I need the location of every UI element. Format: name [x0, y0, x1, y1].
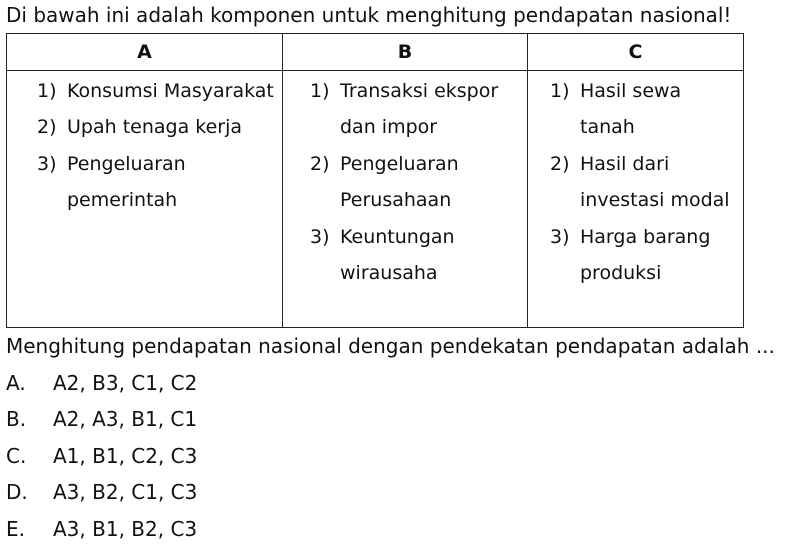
column-header-b: B: [283, 34, 528, 71]
option-letter: D.: [6, 480, 28, 505]
item-number: 2): [550, 152, 570, 175]
option-letter: A.: [6, 371, 26, 395]
item-text: Transaksi ekspor dan impor: [340, 80, 499, 139]
list-item: [37, 73, 278, 109]
option-text: A3, B2, C1, C3: [53, 480, 198, 505]
components-table: [6, 33, 744, 328]
option-text: A1, B1, C2, C3: [53, 443, 198, 468]
column-a-cell: [7, 71, 283, 328]
item-number: 1): [37, 80, 57, 102]
option-text: A2, B3, C1, C2: [53, 371, 198, 395]
item-text: Hasil sewa tanah: [580, 80, 682, 139]
option-text: A3, B1, B2, C3: [53, 516, 198, 541]
list-item: [37, 109, 278, 145]
option-letter: C.: [6, 443, 27, 468]
option-d[interactable]: [6, 474, 197, 510]
item-number: 3): [310, 225, 330, 248]
item-text: Pengeluaran pemerintah: [67, 152, 186, 212]
item-text: Upah tenaga kerja: [67, 116, 243, 139]
option-e[interactable]: [6, 511, 197, 547]
item-number: 2): [37, 116, 57, 139]
list-item: [310, 146, 523, 219]
list-item: [37, 146, 278, 219]
option-letter: E.: [6, 516, 25, 541]
column-c-cell: [528, 71, 744, 328]
option-b[interactable]: [6, 401, 197, 437]
table-row: [7, 71, 744, 328]
item-number: 3): [550, 225, 570, 248]
item-number: 3): [37, 152, 57, 175]
item-number: 2): [310, 152, 330, 175]
option-c[interactable]: [6, 438, 197, 474]
option-text: A2, A3, B1, C1: [53, 407, 198, 432]
column-b-cell: [283, 71, 528, 328]
list-item: [310, 73, 523, 146]
answer-options: [6, 365, 197, 547]
item-text: Konsumsi Masyarakat: [67, 80, 274, 102]
item-number: 1): [550, 80, 570, 102]
item-text: Keuntungan wirausaha: [340, 225, 455, 285]
table-header-row: [7, 34, 744, 71]
option-letter: B.: [6, 407, 27, 432]
column-b-list: [283, 71, 527, 291]
item-number: 1): [310, 80, 330, 102]
column-header-a: A: [7, 34, 283, 71]
question-text: Di bawah ini adalah komponen untuk menghitung pendapatan nasional!: [6, 3, 732, 27]
column-header-c: C: [528, 34, 744, 71]
list-item: [550, 146, 739, 219]
item-text: Harga barang produksi: [580, 225, 711, 285]
question-prompt: Menghitung pendapatan nasional dengan pendekatan pendapatan adalah ...: [6, 334, 775, 358]
item-text: Hasil dari investasi modal: [580, 152, 730, 212]
column-a-list: [7, 71, 282, 219]
column-c-list: [528, 71, 743, 291]
option-a[interactable]: [6, 365, 197, 401]
list-item: [310, 219, 523, 292]
item-text: Pengeluaran Perusahaan: [340, 152, 459, 212]
list-item: [550, 73, 739, 146]
list-item: [550, 219, 739, 292]
